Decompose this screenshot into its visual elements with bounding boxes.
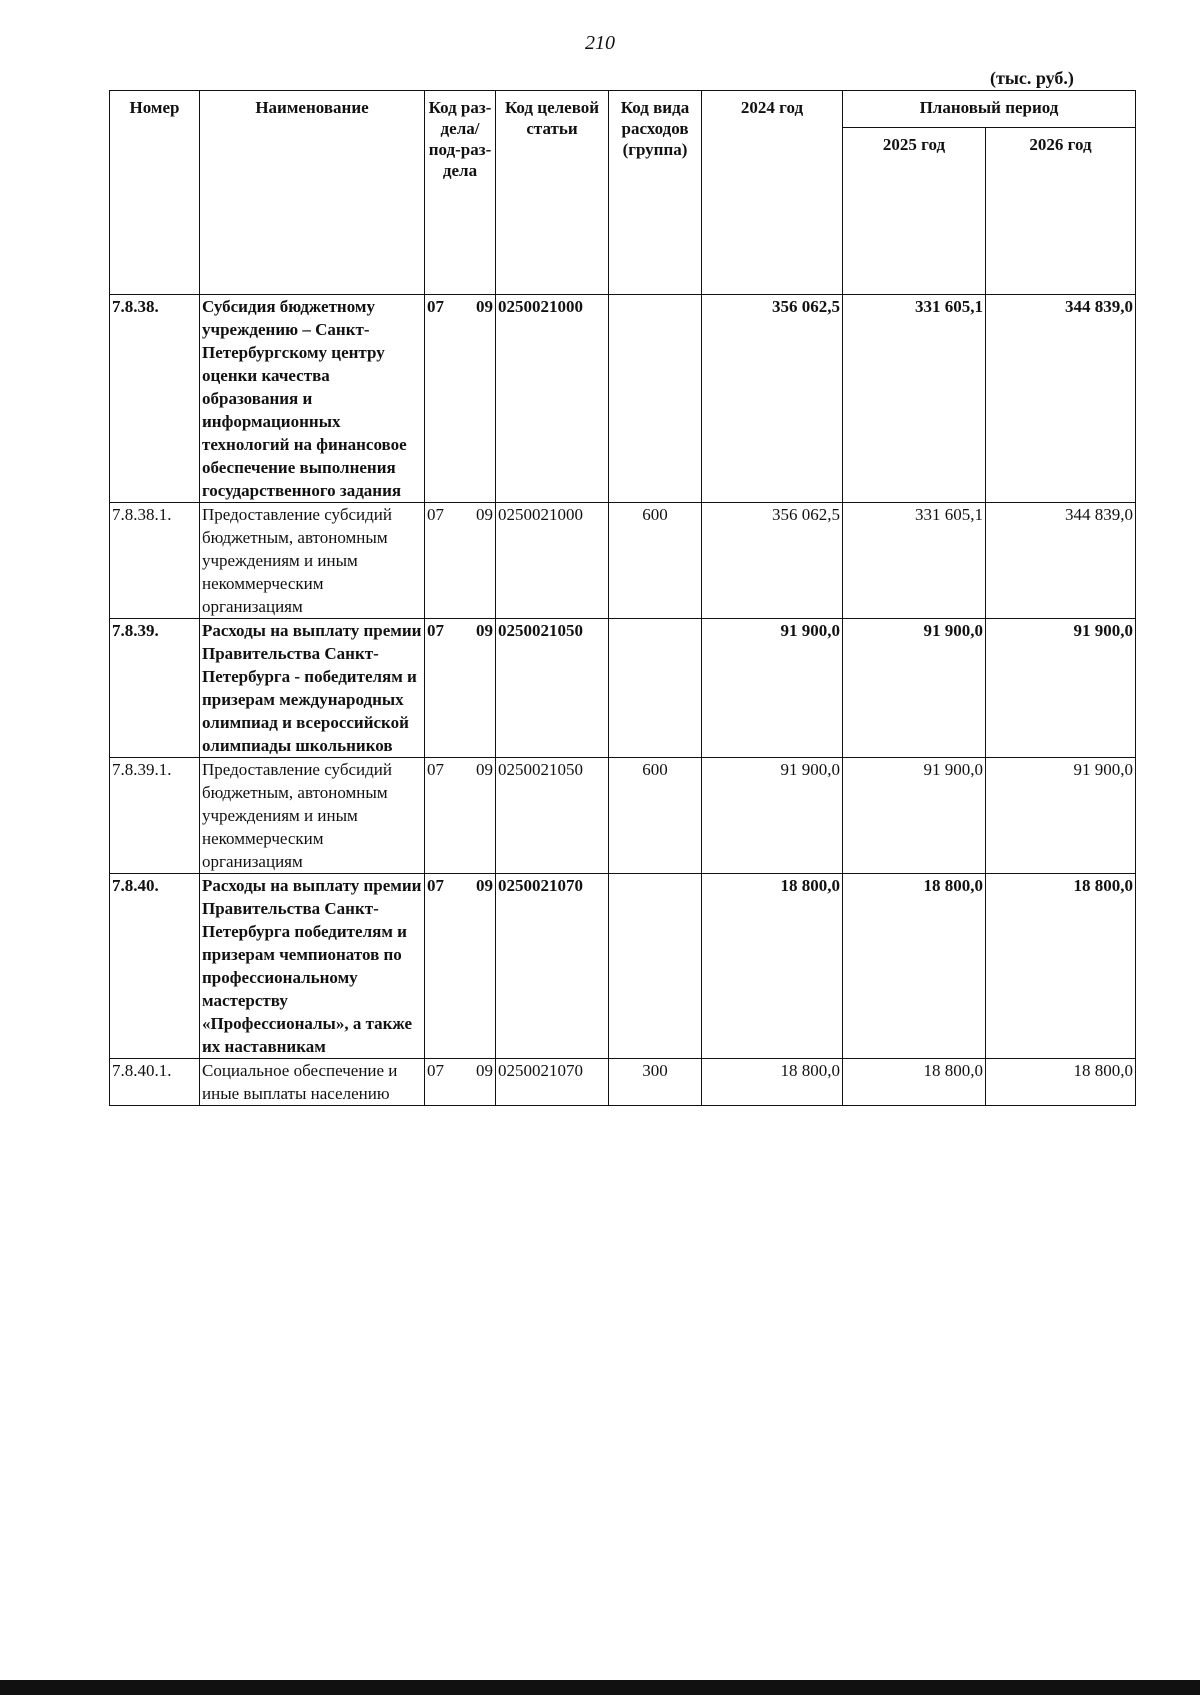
- row-2026: 91 900,0: [986, 619, 1136, 758]
- table-row: [110, 758, 1136, 874]
- row-2025: 331 605,1: [843, 295, 986, 503]
- row-section-code: 07 09: [425, 1059, 496, 1106]
- row-target-code: 0250021050: [496, 758, 609, 874]
- header-year-2026: 2026 год: [986, 128, 1136, 295]
- row-2026: 344 839,0: [986, 503, 1136, 619]
- row-2026: 91 900,0: [986, 758, 1136, 874]
- row-2024: 356 062,5: [702, 295, 843, 503]
- page-number: 210: [585, 32, 615, 54]
- row-expense-type: [609, 295, 702, 503]
- header-number: Номер: [110, 91, 200, 295]
- budget-table: [109, 90, 1136, 1106]
- row-section-code: 07 09: [425, 295, 496, 503]
- header-expense-type: Код вида расходов (группа): [609, 91, 702, 295]
- row-number: 7.8.40.1.: [110, 1059, 200, 1106]
- row-name: Расходы на выплату премии Правительства Санкт-Петербурга - победителям и призерам международных олимпиад и всероссийской олимпиады школьников: [200, 619, 425, 758]
- row-expense-type: 600: [609, 503, 702, 619]
- row-number: 7.8.39.: [110, 619, 200, 758]
- table-row: [110, 295, 1136, 503]
- table-row: [110, 1059, 1136, 1106]
- row-number: 7.8.39.1.: [110, 758, 200, 874]
- header-section-code: Код раз-дела/ под-раз-дела: [425, 91, 496, 295]
- row-number: 7.8.40.: [110, 874, 200, 1059]
- header-planned-period: Плановый период: [843, 91, 1136, 128]
- row-target-code: 0250021070: [496, 1059, 609, 1106]
- row-number: 7.8.38.1.: [110, 503, 200, 619]
- table-row: [110, 619, 1136, 758]
- row-2024: 91 900,0: [702, 619, 843, 758]
- row-2026: 18 800,0: [986, 1059, 1136, 1106]
- row-2025: 18 800,0: [843, 1059, 986, 1106]
- row-name: Субсидия бюджетному учреждению – Санкт-Петербургскому центру оценки качества образования и информационных технологий на финансовое обеспечение выполнения государственного задания: [200, 295, 425, 503]
- row-target-code: 0250021050: [496, 619, 609, 758]
- row-2025: 91 900,0: [843, 758, 986, 874]
- row-2025: 331 605,1: [843, 503, 986, 619]
- row-section-code: 07 09: [425, 503, 496, 619]
- row-expense-type: [609, 619, 702, 758]
- row-section-code: 07 09: [425, 619, 496, 758]
- header-name: Наименование: [200, 91, 425, 295]
- table-row: [110, 503, 1136, 619]
- header-year-2024: 2024 год: [702, 91, 843, 295]
- row-2024: 91 900,0: [702, 758, 843, 874]
- row-expense-type: [609, 874, 702, 1059]
- row-2024: 18 800,0: [702, 874, 843, 1059]
- row-2025: 18 800,0: [843, 874, 986, 1059]
- row-number: 7.8.38.: [110, 295, 200, 503]
- row-2024: 356 062,5: [702, 503, 843, 619]
- table-row: [110, 874, 1136, 1059]
- scan-border: [0, 1680, 1200, 1695]
- row-name: Расходы на выплату премии Правительства Санкт-Петербурга победителям и призерам чемпионатов по профессиональному мастерству «Профессионалы», а также их наставникам: [200, 874, 425, 1059]
- row-section-code: 07 09: [425, 874, 496, 1059]
- row-2026: 344 839,0: [986, 295, 1136, 503]
- row-target-code: 0250021070: [496, 874, 609, 1059]
- row-2026: 18 800,0: [986, 874, 1136, 1059]
- units-label: (тыс. руб.): [990, 68, 1074, 88]
- row-target-code: 0250021000: [496, 503, 609, 619]
- row-expense-type: 600: [609, 758, 702, 874]
- row-2024: 18 800,0: [702, 1059, 843, 1106]
- row-expense-type: 300: [609, 1059, 702, 1106]
- row-name: Предоставление субсидий бюджетным, автономным учреждениям и иным некоммерческим организациям: [200, 503, 425, 619]
- row-section-code: 07 09: [425, 758, 496, 874]
- row-name: Предоставление субсидий бюджетным, автономным учреждениям и иным некоммерческим организациям: [200, 758, 425, 874]
- header-year-2025: 2025 год: [843, 128, 986, 295]
- row-2025: 91 900,0: [843, 619, 986, 758]
- row-name: Социальное обеспечение и иные выплаты населению: [200, 1059, 425, 1106]
- header-target-code: Код целевой статьи: [496, 91, 609, 295]
- row-target-code: 0250021000: [496, 295, 609, 503]
